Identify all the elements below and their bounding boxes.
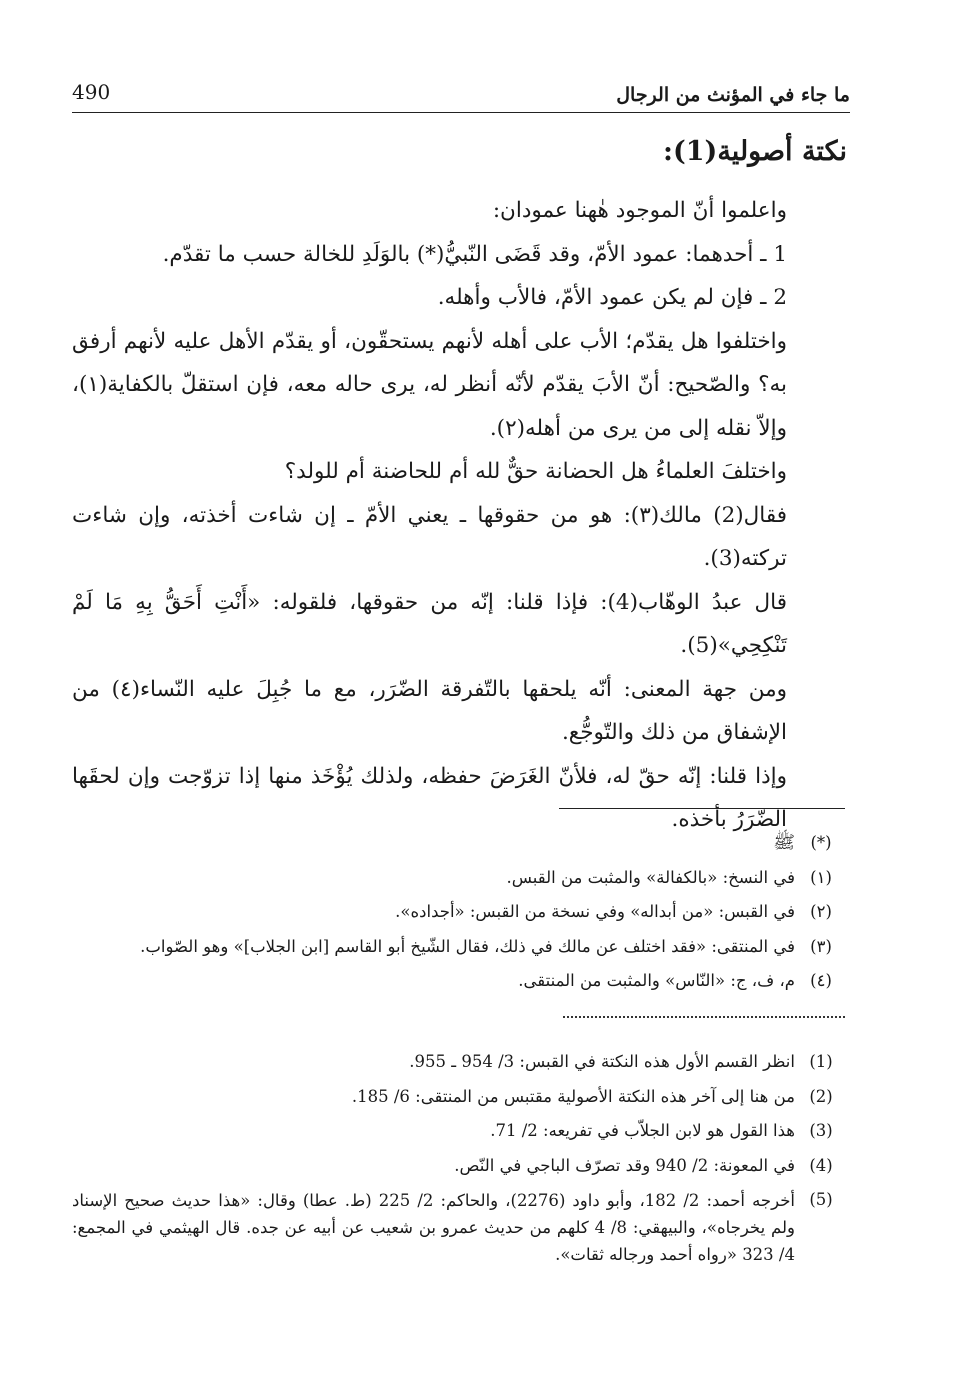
paragraph-4: واختلفوا هل يقدّم؛ الأب على أهله لأنهم يستحقّون، أو يقدّم الأهل عليه لأنهم أرفق به؟ والصّحيح: أنّ الأبَ يقدّم لأنّه أنظر له، يرى حاله معه، فإن استقلّ بالكفاية(١)، وإلاّ نقله إلى من يرى من أهله(٢). [72, 328, 787, 441]
footnote-text: م، ف، ج: «النّاس» والمثبت من المنتقى. [518, 971, 795, 990]
footnote-number: (٣) [810, 936, 832, 956]
footnote [72, 1149, 847, 1184]
footnote-number: (٤) [810, 971, 832, 990]
paragraph-6: فقال(2) مالك(٣): هو من حقوقها ـ يعني الأمّ ـ إن شاءت أخذته، وإن شاءت تركته(3). [72, 502, 787, 571]
footnote-text: في القبس: «من أبداله» وفي نسخة من القبس: «أجداده». [395, 902, 795, 921]
footnote [72, 895, 847, 930]
paragraph-3: 2 ـ فإن لم يكن عمود الأمّ، فالأب وأهله. [437, 285, 787, 310]
footnote [72, 1045, 847, 1080]
footnote-text: أخرجه أحمد: 2/ 182، وأبو داود (2276)، والحاكم: 2/ 225 (ط. عطا) وقال: «هذا حديث صحيح الإسناد ولم يخرجاه»، والبيهقي: 8/ 4 كلهم من حديث عمرو بن شعيب عن أبيه عن جده. قال الهيثمي في المجمع: 4/ 323 «رواه أحمد ورجاله ثقات». [72, 1191, 796, 1264]
footnote [72, 1080, 847, 1115]
section-title: نكتة أصولية(1): [663, 136, 847, 167]
footnote-separator [559, 808, 845, 809]
page-header [72, 78, 850, 113]
paragraph-5: واختلفَ العلماءُ هل الحضانة حقٌّ لله أم للحاضنة أم للولد؟ [284, 459, 787, 484]
footnote-number: (٢) [810, 902, 832, 921]
footnote [72, 930, 847, 965]
footnote [72, 1114, 847, 1149]
page-number: 490 [72, 80, 111, 104]
running-title: ما جاء في المؤنث من الرجال [616, 84, 850, 106]
paragraph-2: 1 ـ أحدهما: عمود الأمّ، وقد قَضَى النّبيُّ(*) بالوَلَدِ للخالة حسب ما تقدّم. [162, 241, 787, 267]
footnote-text: في المعونة: 2/ 940 وقد تصرّف الباجي في النّص. [454, 1155, 795, 1175]
footnote-text: في النسخ: «بالكفالة» والمثبت من القبس. [506, 867, 795, 887]
footnote-number: (3) [809, 1121, 833, 1140]
paragraph-1: واعلموا أنّ الموجود هٰهنا عمودان: [492, 198, 787, 223]
footnote [72, 1183, 847, 1268]
paragraph-8: ومن جهة المعنى: أنّه يلحقها بالتّفرقة الضّرَر، مع ما جُبِلَ عليه النّساء(٤) من الإشفاق من ذلك والتّوجُّع. [72, 676, 787, 745]
footnote-text: انظر القسم الأول هذه النكتة في القبس: 3/ 954 ـ 955. [409, 1052, 795, 1071]
footnote-number: (*) [810, 833, 832, 852]
paragraph-7: قال عبدُ الوهّاب(4): فإذا قلنا: إنّه من حقوقها، فلقوله: «أَنْتِ أَحَقُّ بِهِ مَا لَمْ تَنْكِحِي»(5). [72, 589, 787, 658]
footnote-number: (١) [810, 867, 832, 887]
footnote [72, 861, 847, 896]
footnote-number: (2) [809, 1086, 833, 1106]
main-text [72, 189, 847, 842]
footnote [72, 826, 847, 861]
footnote-number: (5) [809, 1190, 833, 1209]
paragraph-9: وإذا قلنا: إنّه حقّ له، فلأنّ الغَرَضَ حفظه، ولذلك يُؤْخَذ منها إذا تزوّجت وإن لحقَها الضّرَرُ بأخذه. [72, 763, 787, 832]
footnote-text: من هنا إلى آخر هذه النكتة الأصولية مقتبس من المنتقى: 6/ 185. [351, 1086, 795, 1106]
footnote-number: (1) [809, 1052, 833, 1071]
footnote [72, 964, 847, 999]
manuscript-notes [72, 826, 847, 999]
dotted-separator [563, 1016, 845, 1020]
footnote-text: في المنتقى: «فقد اختلف عن مالك في ذلك، فقال الشّيخ أبو القاسم [ابن الجلاب]» وهو الصّواب. [140, 936, 795, 956]
footnote-number: (4) [809, 1155, 833, 1175]
salutation-glyph: ﷺ [773, 832, 795, 853]
footnote-text: هذا القول هو لابن الجلاّب في تفريعه: 2/ 71. [490, 1121, 795, 1140]
editor-notes [72, 1045, 847, 1268]
